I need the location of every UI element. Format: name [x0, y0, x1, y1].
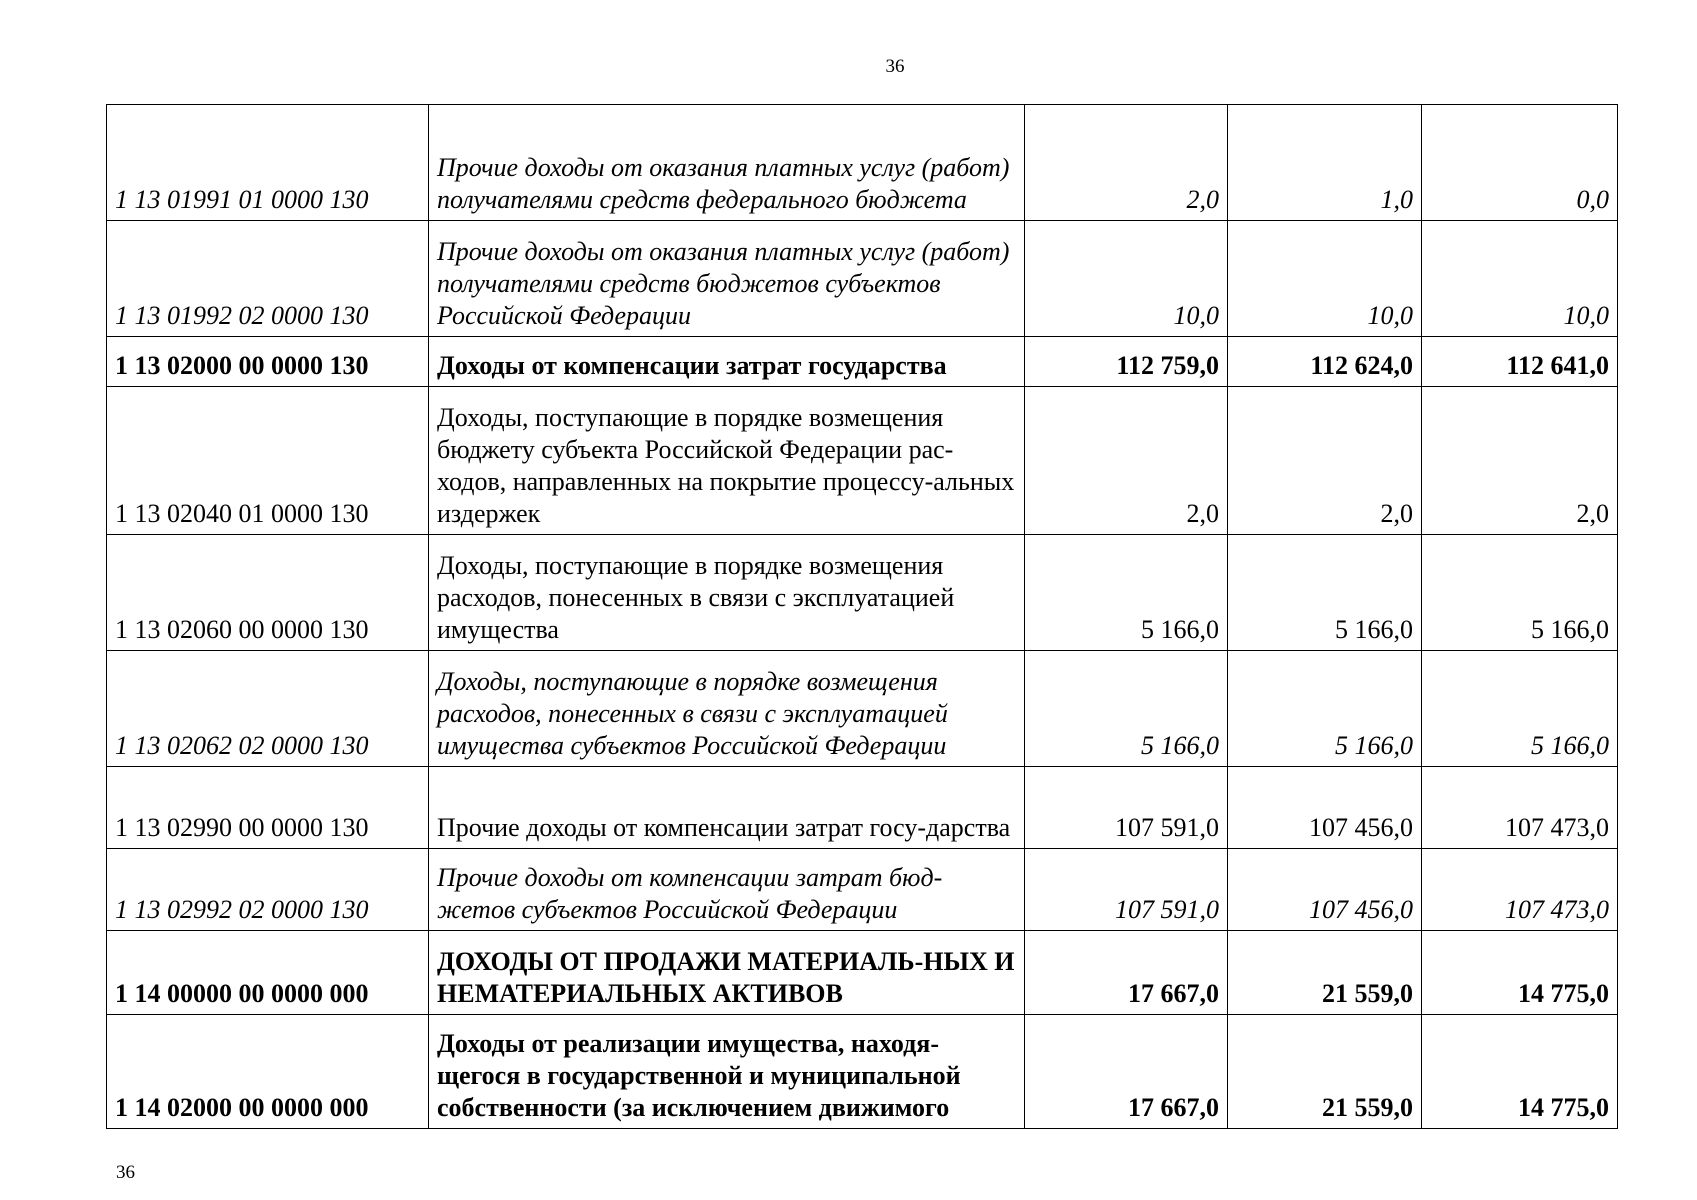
value-year-1-cell: 17 667,0	[1025, 931, 1228, 1015]
value-year-3-cell: 112 641,0	[1422, 337, 1618, 387]
value-year-1-cell: 5 166,0	[1025, 651, 1228, 767]
table-row	[107, 105, 1618, 221]
income-name-cell: Доходы от компенсации затрат государства	[429, 337, 1025, 387]
income-name-cell: Доходы, поступающие в порядке возмещения расходов, понесенных в связи с эксплуатацией имущества субъектов Российской Федерации	[429, 651, 1025, 767]
table-row	[107, 387, 1618, 535]
income-name-cell: Прочие доходы от компенсации затрат госу-дарства	[429, 767, 1025, 849]
value-year-2-cell: 5 166,0	[1228, 651, 1422, 767]
table-row	[107, 931, 1618, 1015]
value-year-1-cell: 107 591,0	[1025, 849, 1228, 931]
value-year-1-cell: 10,0	[1025, 221, 1228, 337]
value-year-2-cell: 107 456,0	[1228, 849, 1422, 931]
income-name-cell: ДОХОДЫ ОТ ПРОДАЖИ МАТЕРИАЛЬ-НЫХ И НЕМАТЕРИАЛЬНЫХ АКТИВОВ	[429, 931, 1025, 1015]
budget-code-cell: 1 13 02040 01 0000 130	[107, 387, 429, 535]
value-year-1-cell: 112 759,0	[1025, 337, 1228, 387]
table-row	[107, 535, 1618, 651]
income-name-cell: Доходы, поступающие в порядке возмещения бюджету субъекта Российской Федерации рас-ходов, направленных на покрытие процессу-альных издержек	[429, 387, 1025, 535]
value-year-3-cell: 5 166,0	[1422, 651, 1618, 767]
budget-code-cell: 1 13 02062 02 0000 130	[107, 651, 429, 767]
value-year-2-cell: 112 624,0	[1228, 337, 1422, 387]
value-year-1-cell: 107 591,0	[1025, 767, 1228, 849]
value-year-3-cell: 107 473,0	[1422, 767, 1618, 849]
value-year-2-cell: 10,0	[1228, 221, 1422, 337]
value-year-3-cell: 10,0	[1422, 221, 1618, 337]
table-row	[107, 767, 1618, 849]
page-number-bottom: 36	[116, 1162, 135, 1183]
value-year-2-cell: 1,0	[1228, 105, 1422, 221]
income-name-cell: Прочие доходы от оказания платных услуг (работ) получателями средств федерального бюджета	[429, 105, 1025, 221]
budget-table	[106, 104, 1618, 1129]
table-row	[107, 651, 1618, 767]
budget-code-cell: 1 13 01992 02 0000 130	[107, 221, 429, 337]
table-body	[107, 105, 1618, 1129]
value-year-1-cell: 2,0	[1025, 105, 1228, 221]
budget-code-cell: 1 14 00000 00 0000 000	[107, 931, 429, 1015]
budget-code-cell: 1 13 02060 00 0000 130	[107, 535, 429, 651]
value-year-2-cell: 2,0	[1228, 387, 1422, 535]
value-year-3-cell: 14 775,0	[1422, 1015, 1618, 1129]
page-number-top: 36	[885, 56, 905, 77]
table-row	[107, 849, 1618, 931]
income-name-cell: Доходы, поступающие в порядке возмещения расходов, понесенных в связи с эксплуатацией имущества	[429, 535, 1025, 651]
budget-code-cell: 1 13 02000 00 0000 130	[107, 337, 429, 387]
budget-code-cell: 1 14 02000 00 0000 000	[107, 1015, 429, 1129]
income-name-cell: Прочие доходы от оказания платных услуг (работ) получателями средств бюджетов субъектов Российской Федерации	[429, 221, 1025, 337]
table-row	[107, 1015, 1618, 1129]
value-year-3-cell: 107 473,0	[1422, 849, 1618, 931]
budget-code-cell: 1 13 02990 00 0000 130	[107, 767, 429, 849]
value-year-3-cell: 0,0	[1422, 105, 1618, 221]
value-year-2-cell: 21 559,0	[1228, 1015, 1422, 1129]
budget-code-cell: 1 13 01991 01 0000 130	[107, 105, 429, 221]
value-year-2-cell: 21 559,0	[1228, 931, 1422, 1015]
value-year-3-cell: 14 775,0	[1422, 931, 1618, 1015]
value-year-1-cell: 17 667,0	[1025, 1015, 1228, 1129]
income-name-cell: Прочие доходы от компенсации затрат бюд-жетов субъектов Российской Федерации	[429, 849, 1025, 931]
value-year-2-cell: 5 166,0	[1228, 535, 1422, 651]
value-year-2-cell: 107 456,0	[1228, 767, 1422, 849]
value-year-1-cell: 2,0	[1025, 387, 1228, 535]
income-name-cell: Доходы от реализации имущества, находя-щегося в государственной и муниципальной собственности (за исключением движимого	[429, 1015, 1025, 1129]
value-year-3-cell: 5 166,0	[1422, 535, 1618, 651]
value-year-1-cell: 5 166,0	[1025, 535, 1228, 651]
table-row	[107, 221, 1618, 337]
table-row	[107, 337, 1618, 387]
budget-code-cell: 1 13 02992 02 0000 130	[107, 849, 429, 931]
value-year-3-cell: 2,0	[1422, 387, 1618, 535]
